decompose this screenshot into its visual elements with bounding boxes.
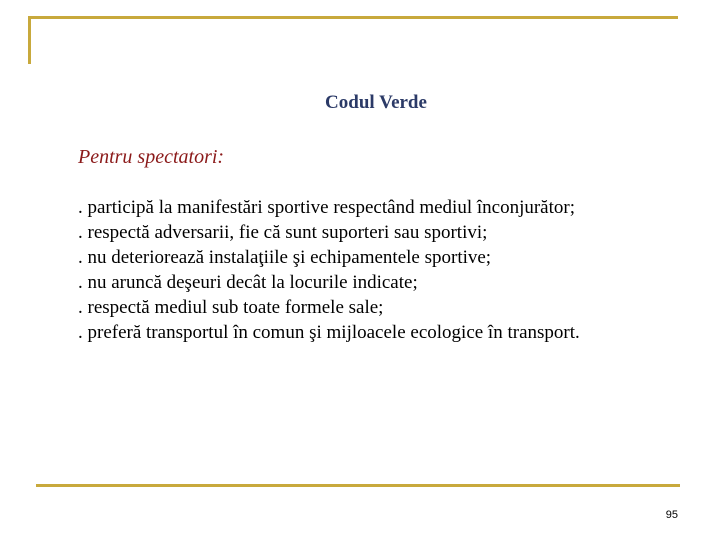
list-item: . nu aruncă deşeuri decât la locurile indicate; (78, 272, 418, 293)
list-item: . preferă transportul în comun şi mijloacele ecologice în transport. (78, 322, 580, 343)
slide-subtitle: Pentru spectatori: (78, 146, 225, 168)
list-item: . participă la manifestări sportive respectând mediul înconjurător; (78, 197, 575, 218)
list-item: . respectă adversarii, fie că sunt suporteri sau sportivi; (78, 222, 488, 243)
list-item: . respectă mediul sub toate formele sale; (78, 297, 384, 318)
rules-list (78, 195, 580, 345)
top-rule (30, 16, 678, 19)
left-rule (28, 16, 31, 64)
page-number: 95 (665, 509, 678, 521)
list-item: . nu deteriorează instalaţiile şi echipamentele sportive; (78, 247, 492, 268)
bottom-rule (36, 484, 680, 487)
slide-title: Codul Verde (325, 92, 427, 113)
